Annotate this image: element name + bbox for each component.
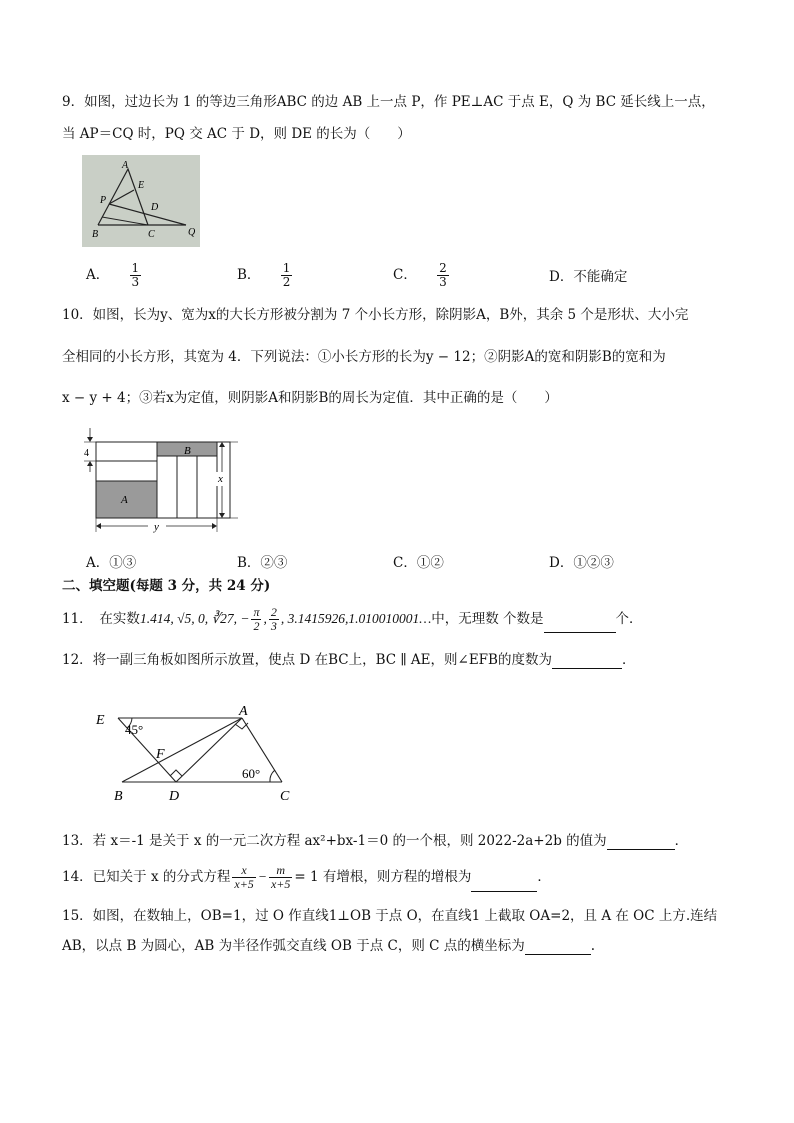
q12-label-d: D (169, 789, 180, 804)
q9-line1: 9．如图，过边长为 1 的等边三角形ABC 的边 AB 上一点 P，作 PE⊥AC 于点 E，Q 为 BC 延长线上一点， (62, 94, 715, 110)
q15-text: AB，以点 B 为圆心，AB 为半径作弧交直线 OB 于点 C，则 C 点的横坐标为 (62, 938, 525, 954)
q10-option-d[interactable]: D．①②③ (549, 555, 614, 571)
q13-line: 13．若 x＝-1 是关于 x 的一元二次方程 ax²+bx-1＝0 的一个根，则 2022-2a+2b 的值为 ． (62, 833, 689, 849)
q11-answer-blank[interactable] (544, 618, 616, 633)
q10-option-c[interactable]: C．①② (393, 555, 444, 571)
q9-figure (82, 155, 200, 247)
q11-line: 11． 在实数1.414, √5, 0, ∛27, − $\frac{\pi}{2}$ , $\frac{2}{3}$ , 3.1415926,1.010010001…中，无理数 个数是 个． (62, 605, 643, 633)
q10-label-4: 4 (84, 448, 89, 459)
q9-label-q: Q (188, 227, 196, 238)
q10-label-x: x (218, 473, 223, 485)
q12-text: 12．将一副三角板如图所示放置，使点 D 在BC上，BC ∥ AE，则∠EFB的度数为 (62, 652, 552, 668)
q12-label-e: E (96, 713, 105, 728)
q10-option-a[interactable]: A．①③ (86, 555, 137, 571)
q14-answer-blank[interactable] (471, 877, 537, 892)
q10-line2: 全相同的小长方形，其宽为 4．下列说法：①小长方形的长为y − 12；②阴影A的宽和阴影B的宽和为 (62, 349, 666, 365)
section-heading: 二、填空题(每题 3 分，共 24 分) (62, 578, 271, 594)
q9-label-d: D (151, 202, 159, 213)
q12-figure (92, 702, 302, 806)
q10-figure (80, 424, 245, 542)
q12-label-c: C (280, 789, 290, 804)
q10-label-y: y (154, 521, 159, 533)
q13-answer-blank[interactable] (607, 835, 675, 850)
q10-line3: x − y + 4；③若x为定值，则阴影A和阴影B的周长为定值．其中正确的是（ ） (62, 390, 558, 406)
q14-prefix: 14．已知关于 x 的分式方程 (62, 869, 231, 885)
q9-label-c: C (148, 229, 155, 240)
q11-suffix: 中，无理数 个数是 (431, 611, 544, 627)
q15-answer-blank[interactable] (525, 940, 591, 955)
q9-option-a[interactable]: A． $\frac{1}{3}$ (86, 261, 140, 289)
q13-text: 13．若 x＝-1 是关于 x 的一元二次方程 ax²+bx-1＝0 的一个根，则 2022-2a+2b 的值为 (62, 833, 607, 849)
q10-label-a: A (121, 494, 128, 506)
q12-label-a: A (239, 704, 248, 719)
q14-eq: = 1 有增根，则方程的增根为 (294, 869, 472, 885)
q10-option-b[interactable]: B．②③ (237, 555, 288, 571)
q10-label-b: B (184, 445, 191, 457)
q9-option-b[interactable]: B． $\frac{1}{2}$ (237, 261, 291, 289)
q12-label-45: 45° (125, 722, 144, 737)
q9-label-p: P (100, 195, 107, 206)
q12-answer-blank[interactable] (552, 654, 622, 669)
q11-numbers: 1.414, √5, 0, ∛27, − (139, 611, 250, 626)
q10-line1: 10．如图，长为y、宽为x的大长方形被分割为 7 个小长方形，除阴影A，B外，其余 5 个是形状、大小完 (62, 307, 689, 323)
q14-line: 14．已知关于 x 的分式方程 $\frac{x}{x+5}$ − $\frac{m}{x+5}$ = 1 有增根，则方程的增根为 ． (62, 863, 551, 891)
q9-label-b: B (92, 229, 99, 240)
q12-line: 12．将一副三角板如图所示放置，使点 D 在BC上，BC ∥ AE，则∠EFB的度数为 ． (62, 652, 636, 668)
q9-label-a: A (122, 160, 129, 171)
q9-option-d[interactable]: D．不能确定 (549, 269, 628, 285)
q11-tail: , 3.1415926,1.010010001… (280, 611, 432, 626)
q9-option-c[interactable]: C． $\frac{2}{3}$ (393, 261, 447, 289)
q9-line2: 当 AP＝CQ 时，PQ 交 AC 于 D，则 DE 的长为（ ） (62, 126, 411, 142)
q15-line2: AB，以点 B 为圆心，AB 为半径作弧交直线 OB 于点 C，则 C 点的横坐标为 . (62, 938, 596, 954)
q15-line1: 15．如图，在数轴上，OB=1，过 O 作直线1⊥OB 于点 O，在直线1 上截取 OA=2，且 A 在 OC 上方.连结 (62, 908, 718, 924)
q12-label-f: F (156, 747, 165, 762)
q9-label-e: E (138, 180, 145, 191)
q12-label-60: 60° (242, 766, 261, 781)
q12-label-b: B (114, 789, 123, 804)
q11-prefix: 11． 在实数 (62, 611, 140, 627)
